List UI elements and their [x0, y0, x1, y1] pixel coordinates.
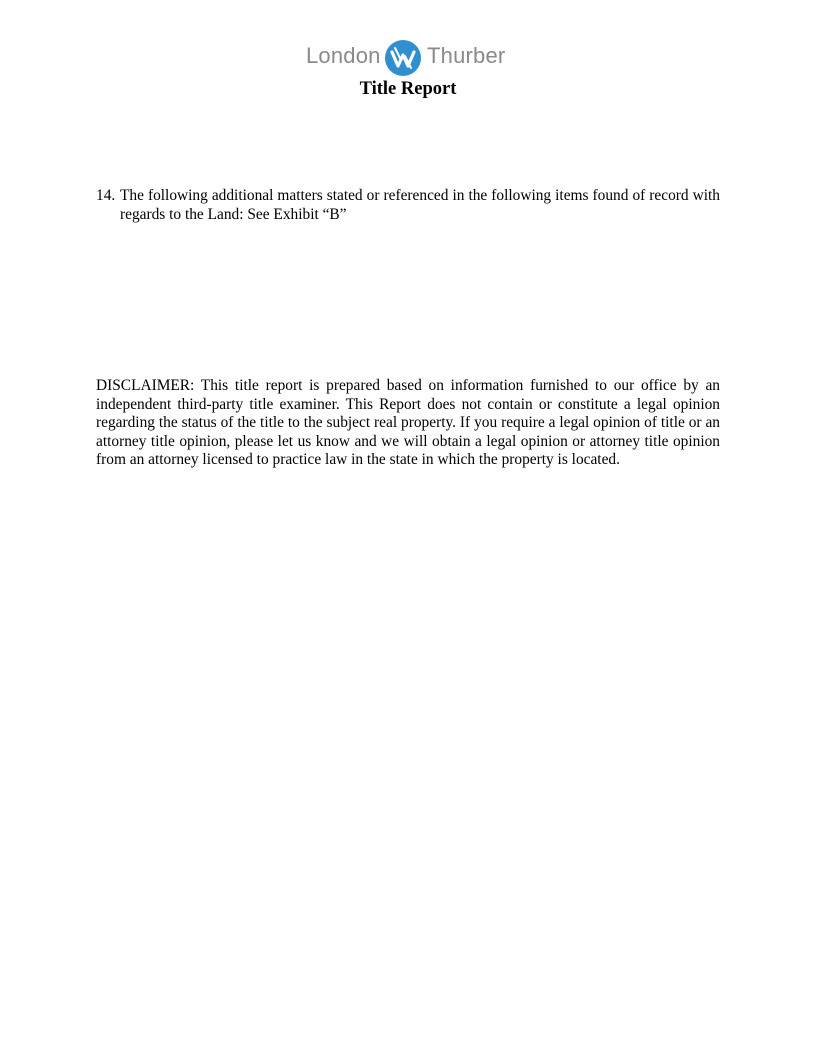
item-number: 14.: [96, 187, 116, 204]
page-title: Title Report: [359, 79, 457, 99]
list-item: [96, 186, 720, 224]
logo-left-word: London: [306, 43, 381, 68]
item-text: The following additional matters stated or referenced in the following items found of record with regards to the Land: See Exhibit “B”: [120, 187, 720, 223]
logo-right-word: Thurber: [427, 43, 506, 68]
company-logo: [306, 38, 510, 78]
disclaimer-paragraph: DISCLAIMER: This title report is prepared based on information furnished to our office by an independent third-party title examiner. This Report does not contain or constitute a legal opinion regarding the status of the title to the subject real property. If you require a legal opinion of title or an attorney title opinion, please let us know and we will obtain a legal opinion or attorney title opinion from an attorney licensed to practice law in the state in which the property is located.: [96, 377, 720, 469]
london-thurber-mark-icon: [384, 39, 422, 77]
